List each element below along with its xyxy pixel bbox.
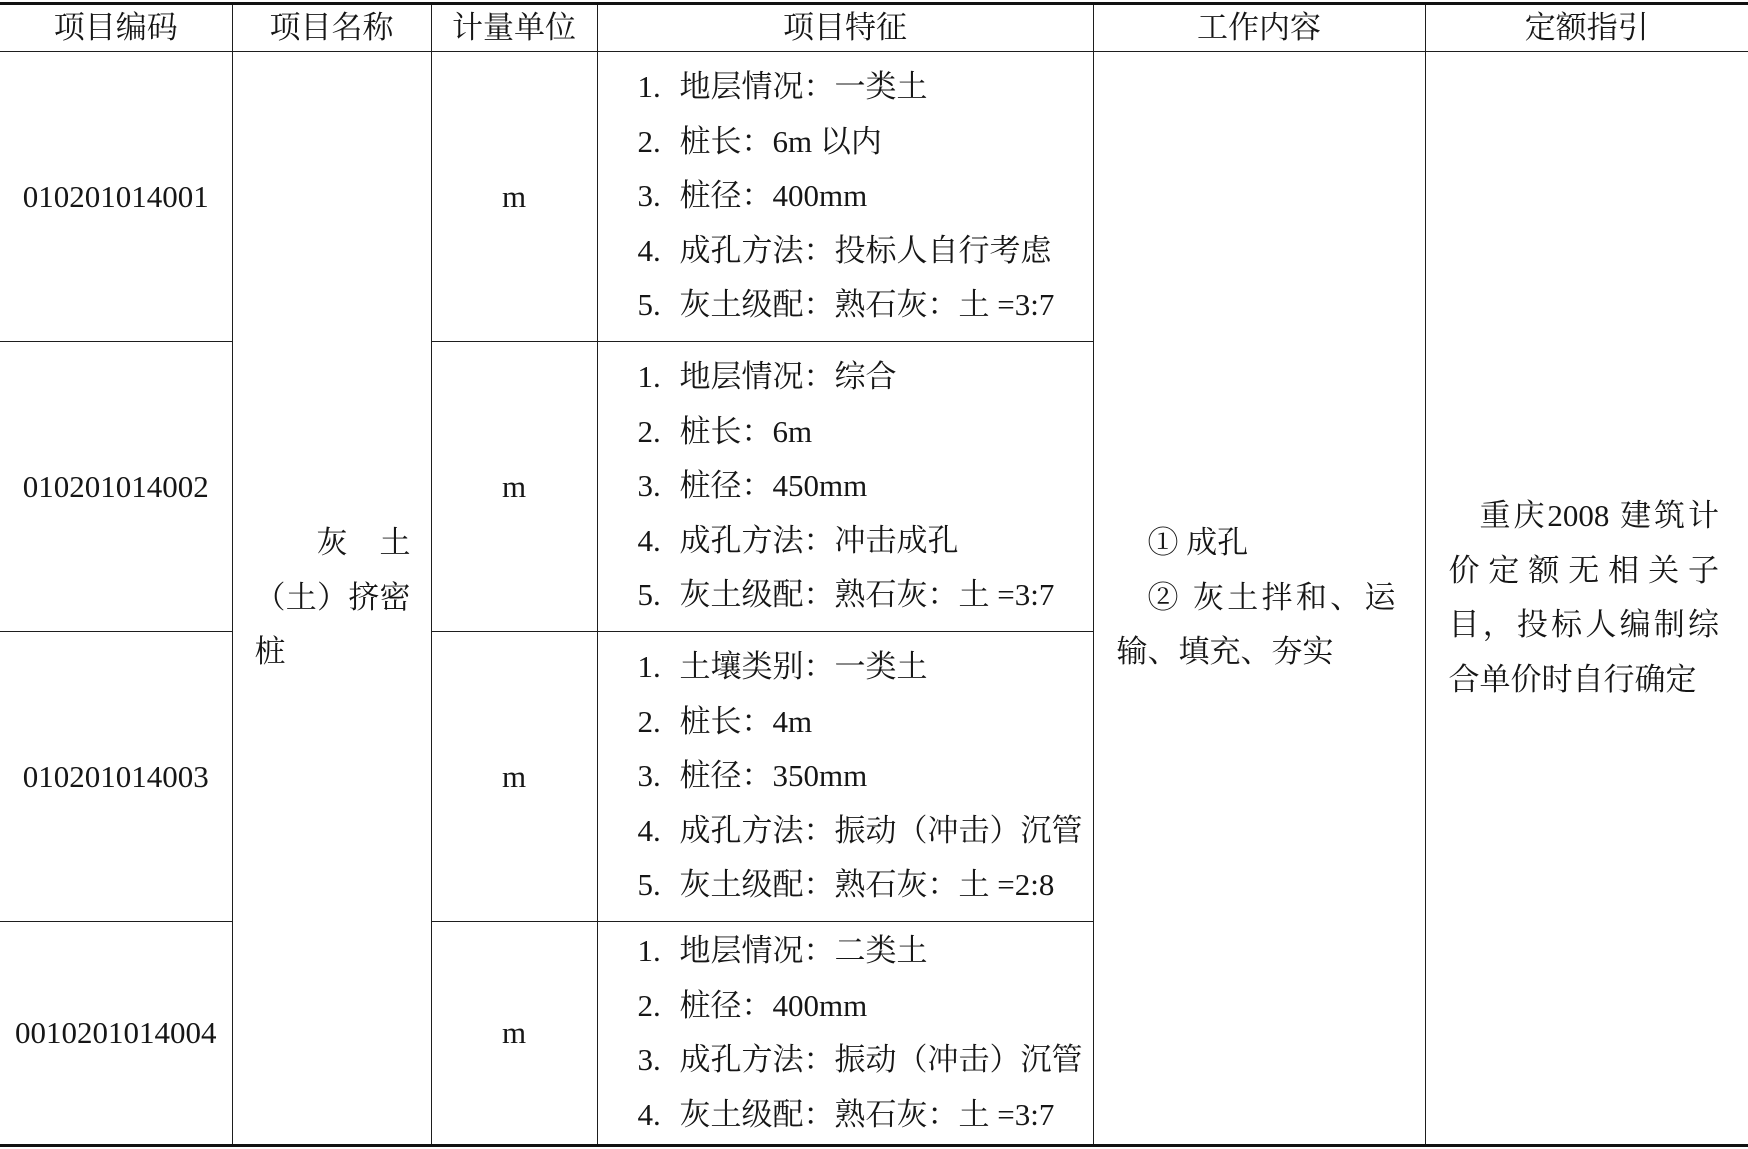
item-code-cell (0, 342, 232, 632)
feature-line (638, 858, 1093, 913)
feature-number: 4. (637, 1096, 661, 1132)
item-name-cell (232, 52, 431, 1146)
work-content-cell (1093, 52, 1425, 1146)
header-row (0, 4, 1748, 52)
feature-text: 地层情况：二类土 (679, 933, 928, 968)
features-cell (597, 632, 1093, 922)
header-item-code: 项目编码 (0, 4, 232, 52)
features-cell (597, 922, 1093, 1146)
item-code-cell (0, 922, 232, 1146)
features-cell (597, 52, 1093, 342)
feature-text: 桩径：450mm (679, 468, 868, 504)
header-unit: 计量单位 (431, 4, 597, 52)
table-row (0, 52, 1748, 342)
feature-text: 成孔方法：振动（冲击）沉管 (679, 812, 1083, 848)
quota-guidance-cell (1425, 52, 1748, 1146)
feature-text: 桩径：350mm (679, 758, 868, 794)
feature-number: 1. (637, 69, 661, 105)
feature-number: 2. (637, 413, 661, 449)
unit: m (501, 1015, 527, 1050)
feature-text: 桩长：4m (679, 703, 813, 739)
feature-text: 灰土级配：熟石灰：土 =3:7 (679, 577, 1055, 613)
item-code: 0010201014004 (15, 1015, 217, 1050)
header-item-name: 项目名称 (232, 4, 431, 52)
feature-number: 5. (637, 867, 661, 903)
feature-number: 2. (637, 987, 661, 1023)
feature-line (638, 695, 1093, 750)
feature-number: 3. (637, 1042, 661, 1077)
item-code: 010201014002 (22, 468, 209, 504)
item-name: 灰土（土）挤密桩 (254, 525, 411, 670)
feature-line (638, 924, 1093, 979)
feature-line (638, 60, 1093, 115)
feature-number: 2. (637, 703, 661, 739)
feature-text: 桩径：400mm (679, 178, 868, 214)
quota-table (0, 2, 1748, 1147)
feature-text: 地层情况：一类土 (679, 69, 928, 105)
feature-line (638, 350, 1093, 405)
unit: m (501, 178, 527, 214)
feature-text: 成孔方法：振动（冲击）沉管 (679, 1042, 1083, 1077)
feature-line (638, 979, 1093, 1034)
feature-line (638, 278, 1093, 333)
feature-line (638, 640, 1093, 695)
feature-number: 3. (637, 468, 661, 504)
unit-cell (431, 922, 597, 1146)
feature-text: 土壤类别：一类土 (679, 649, 928, 685)
feature-text: 成孔方法：投标人自行考虑 (679, 232, 1052, 268)
unit: m (501, 468, 527, 504)
feature-text: 成孔方法：冲击成孔 (679, 522, 959, 558)
feature-number: 3. (637, 758, 661, 794)
feature-number: 2. (637, 123, 661, 159)
unit: m (501, 758, 527, 794)
feature-number: 1. (637, 359, 661, 395)
feature-line (638, 115, 1093, 170)
item-code: 010201014001 (22, 178, 209, 214)
feature-text: 灰土级配：熟石灰：土 =3:7 (679, 287, 1055, 323)
feature-text: 地层情况：综合 (679, 359, 897, 395)
feature-line (638, 568, 1093, 623)
feature-text: 桩长：6m (679, 413, 813, 449)
features-cell (597, 342, 1093, 632)
feature-line (638, 405, 1093, 460)
feature-line (638, 459, 1093, 514)
item-code-cell (0, 52, 232, 342)
feature-number: 5. (637, 287, 661, 323)
feature-text: 桩长：6m 以内 (679, 123, 882, 159)
unit-cell (431, 52, 597, 342)
feature-line (638, 224, 1093, 279)
feature-number: 1. (637, 933, 661, 968)
work-content-item: ① 成孔 (1147, 525, 1249, 561)
item-code: 010201014003 (22, 758, 209, 794)
feature-text: 桩径：400mm (679, 987, 868, 1023)
feature-number: 4. (637, 522, 661, 558)
feature-line (638, 749, 1093, 804)
feature-number: 4. (637, 232, 661, 268)
feature-text: 灰土级配：熟石灰：土 =3:7 (679, 1096, 1055, 1132)
feature-number: 5. (637, 577, 661, 613)
feature-number: 4. (637, 812, 661, 848)
header-work-content: 工作内容 (1093, 4, 1425, 52)
feature-number: 1. (637, 649, 661, 685)
header-quota-guidance: 定额指引 (1425, 4, 1748, 52)
feature-line (638, 804, 1093, 859)
unit-cell (431, 632, 597, 922)
feature-text: 灰土级配：熟石灰：土 =2:8 (679, 867, 1055, 903)
work-content-item: ② 灰土拌和、运输、填充、夯实 (1116, 579, 1396, 670)
quota-guidance-text: 重庆2008 建筑计价定额无相关子目，投标人编制综合单价时自行确定 (1448, 498, 1719, 697)
unit-cell (431, 342, 597, 632)
feature-line (638, 169, 1093, 224)
feature-line (638, 514, 1093, 569)
feature-number: 3. (637, 178, 661, 214)
feature-line (638, 1088, 1093, 1143)
header-features: 项目特征 (597, 4, 1093, 52)
feature-line (638, 1033, 1093, 1088)
item-code-cell (0, 632, 232, 922)
